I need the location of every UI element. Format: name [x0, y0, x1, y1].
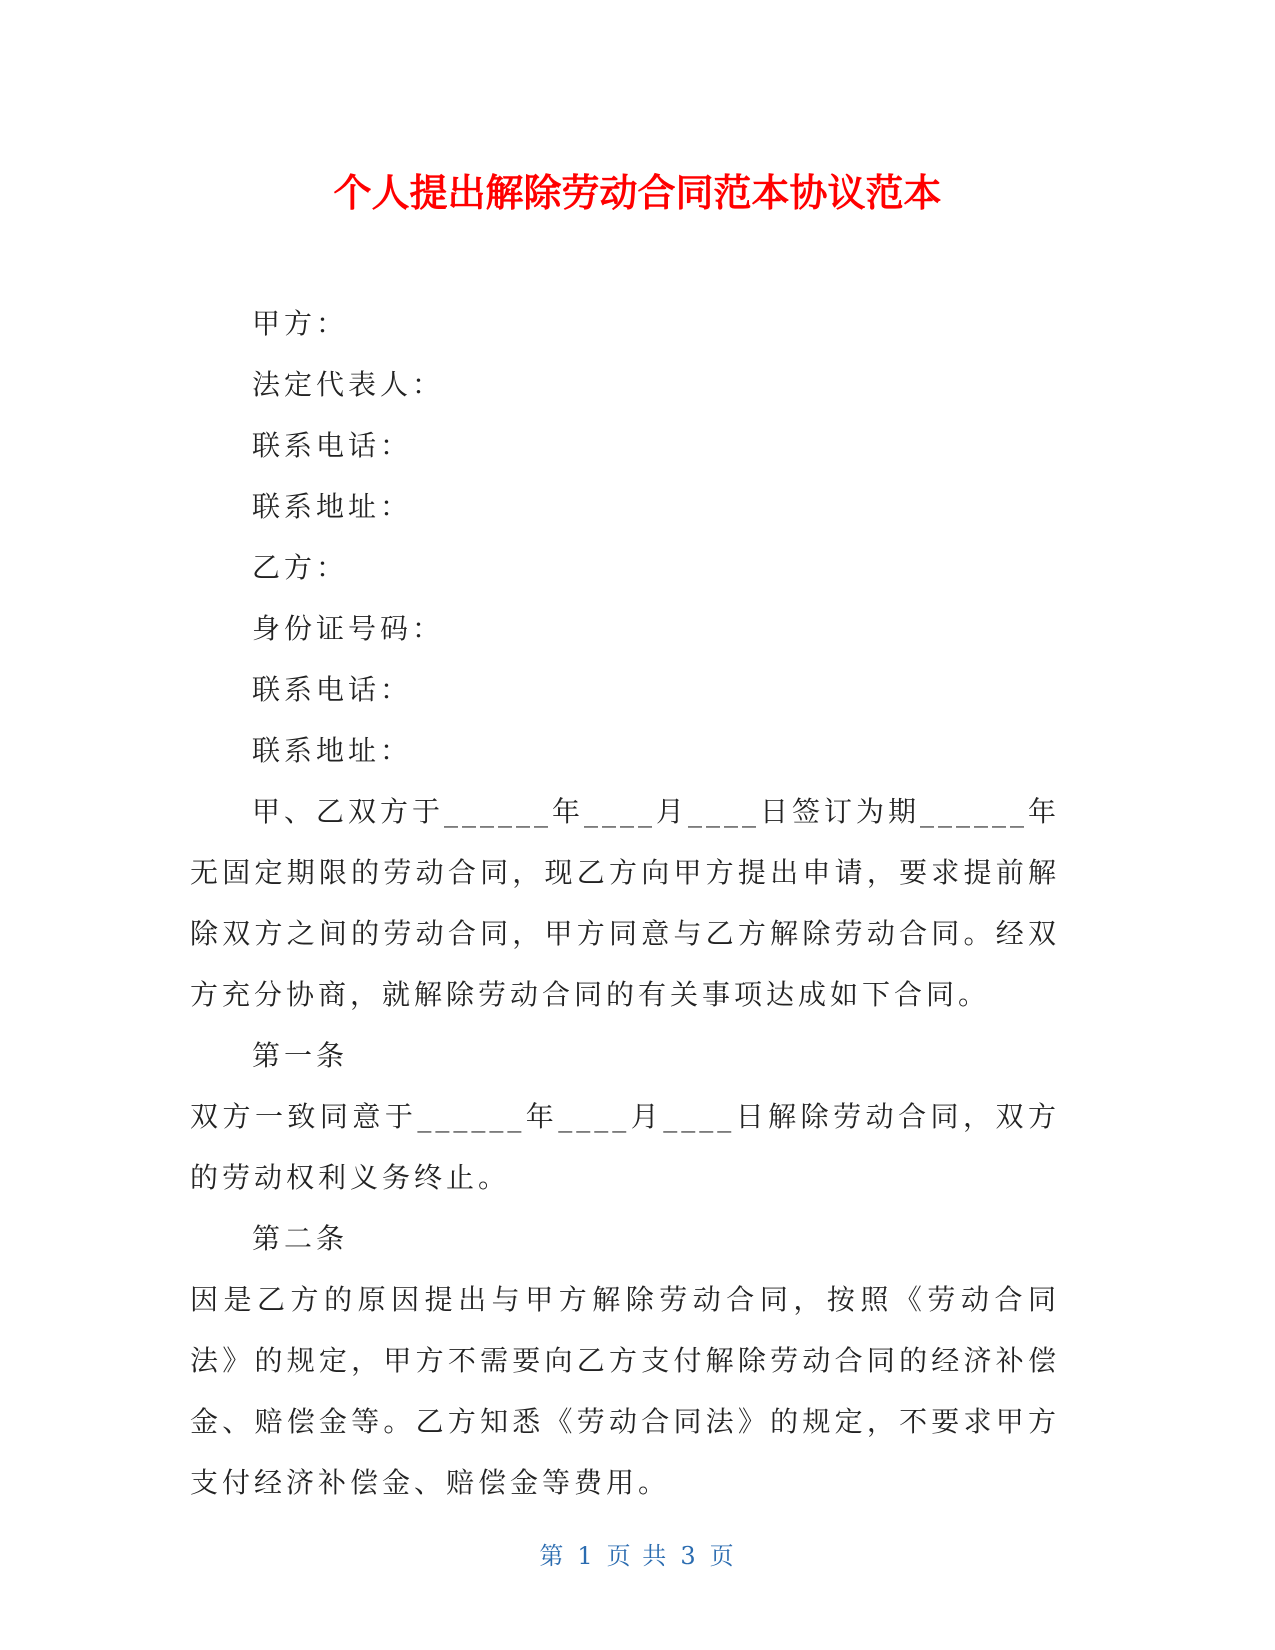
footer-page-number: 1 — [577, 1542, 595, 1570]
document-body — [190, 293, 1060, 1513]
id-number-label: 身份证号码： — [252, 612, 445, 645]
footer-prefix: 第 — [539, 1542, 566, 1570]
footer-total-pages: 3 — [680, 1542, 698, 1570]
legal-representative-label: 法定代表人： — [252, 368, 445, 401]
page-footer — [0, 1536, 1275, 1571]
party-a-address-label: 联系地址： — [252, 490, 413, 523]
party-b-phone-label: 联系电话： — [252, 673, 413, 706]
article-2-heading: 第二条 — [252, 1222, 349, 1255]
party-b-address-label: 联系地址： — [252, 734, 413, 767]
party-a-label: 甲方： — [252, 307, 349, 340]
article-2-text: 因是乙方的原因提出与甲方解除劳动合同，按照《劳动合同法》的规定，甲方不需要向乙方支付解除劳动合同的经济补偿金、赔偿金等。乙方知悉《劳动合同法》的规定，不要求甲方支付经济补偿金、赔偿金等费用。 — [190, 1283, 1060, 1499]
article-1-text: 双方一致同意于______年____月____日解除劳动合同，双方的劳动权利义务终止。 — [190, 1100, 1060, 1194]
article-1-heading: 第一条 — [252, 1039, 349, 1072]
footer-middle: 页 共 — [606, 1542, 669, 1570]
party-a-phone-label: 联系电话： — [252, 429, 413, 462]
footer-suffix: 页 — [709, 1542, 736, 1570]
document-title: 个人提出解除劳动合同范本协议范本 — [333, 171, 942, 215]
intro-paragraph: 甲、乙双方于______年____月____日签订为期______年无固定期限的劳动合同，现乙方向甲方提出申请，要求提前解除双方之间的劳动合同，甲方同意与乙方解除劳动合同。经双方充分协商，就解除劳动合同的有关事项达成如下合同。 — [190, 795, 1061, 1011]
party-b-label: 乙方： — [252, 551, 349, 584]
